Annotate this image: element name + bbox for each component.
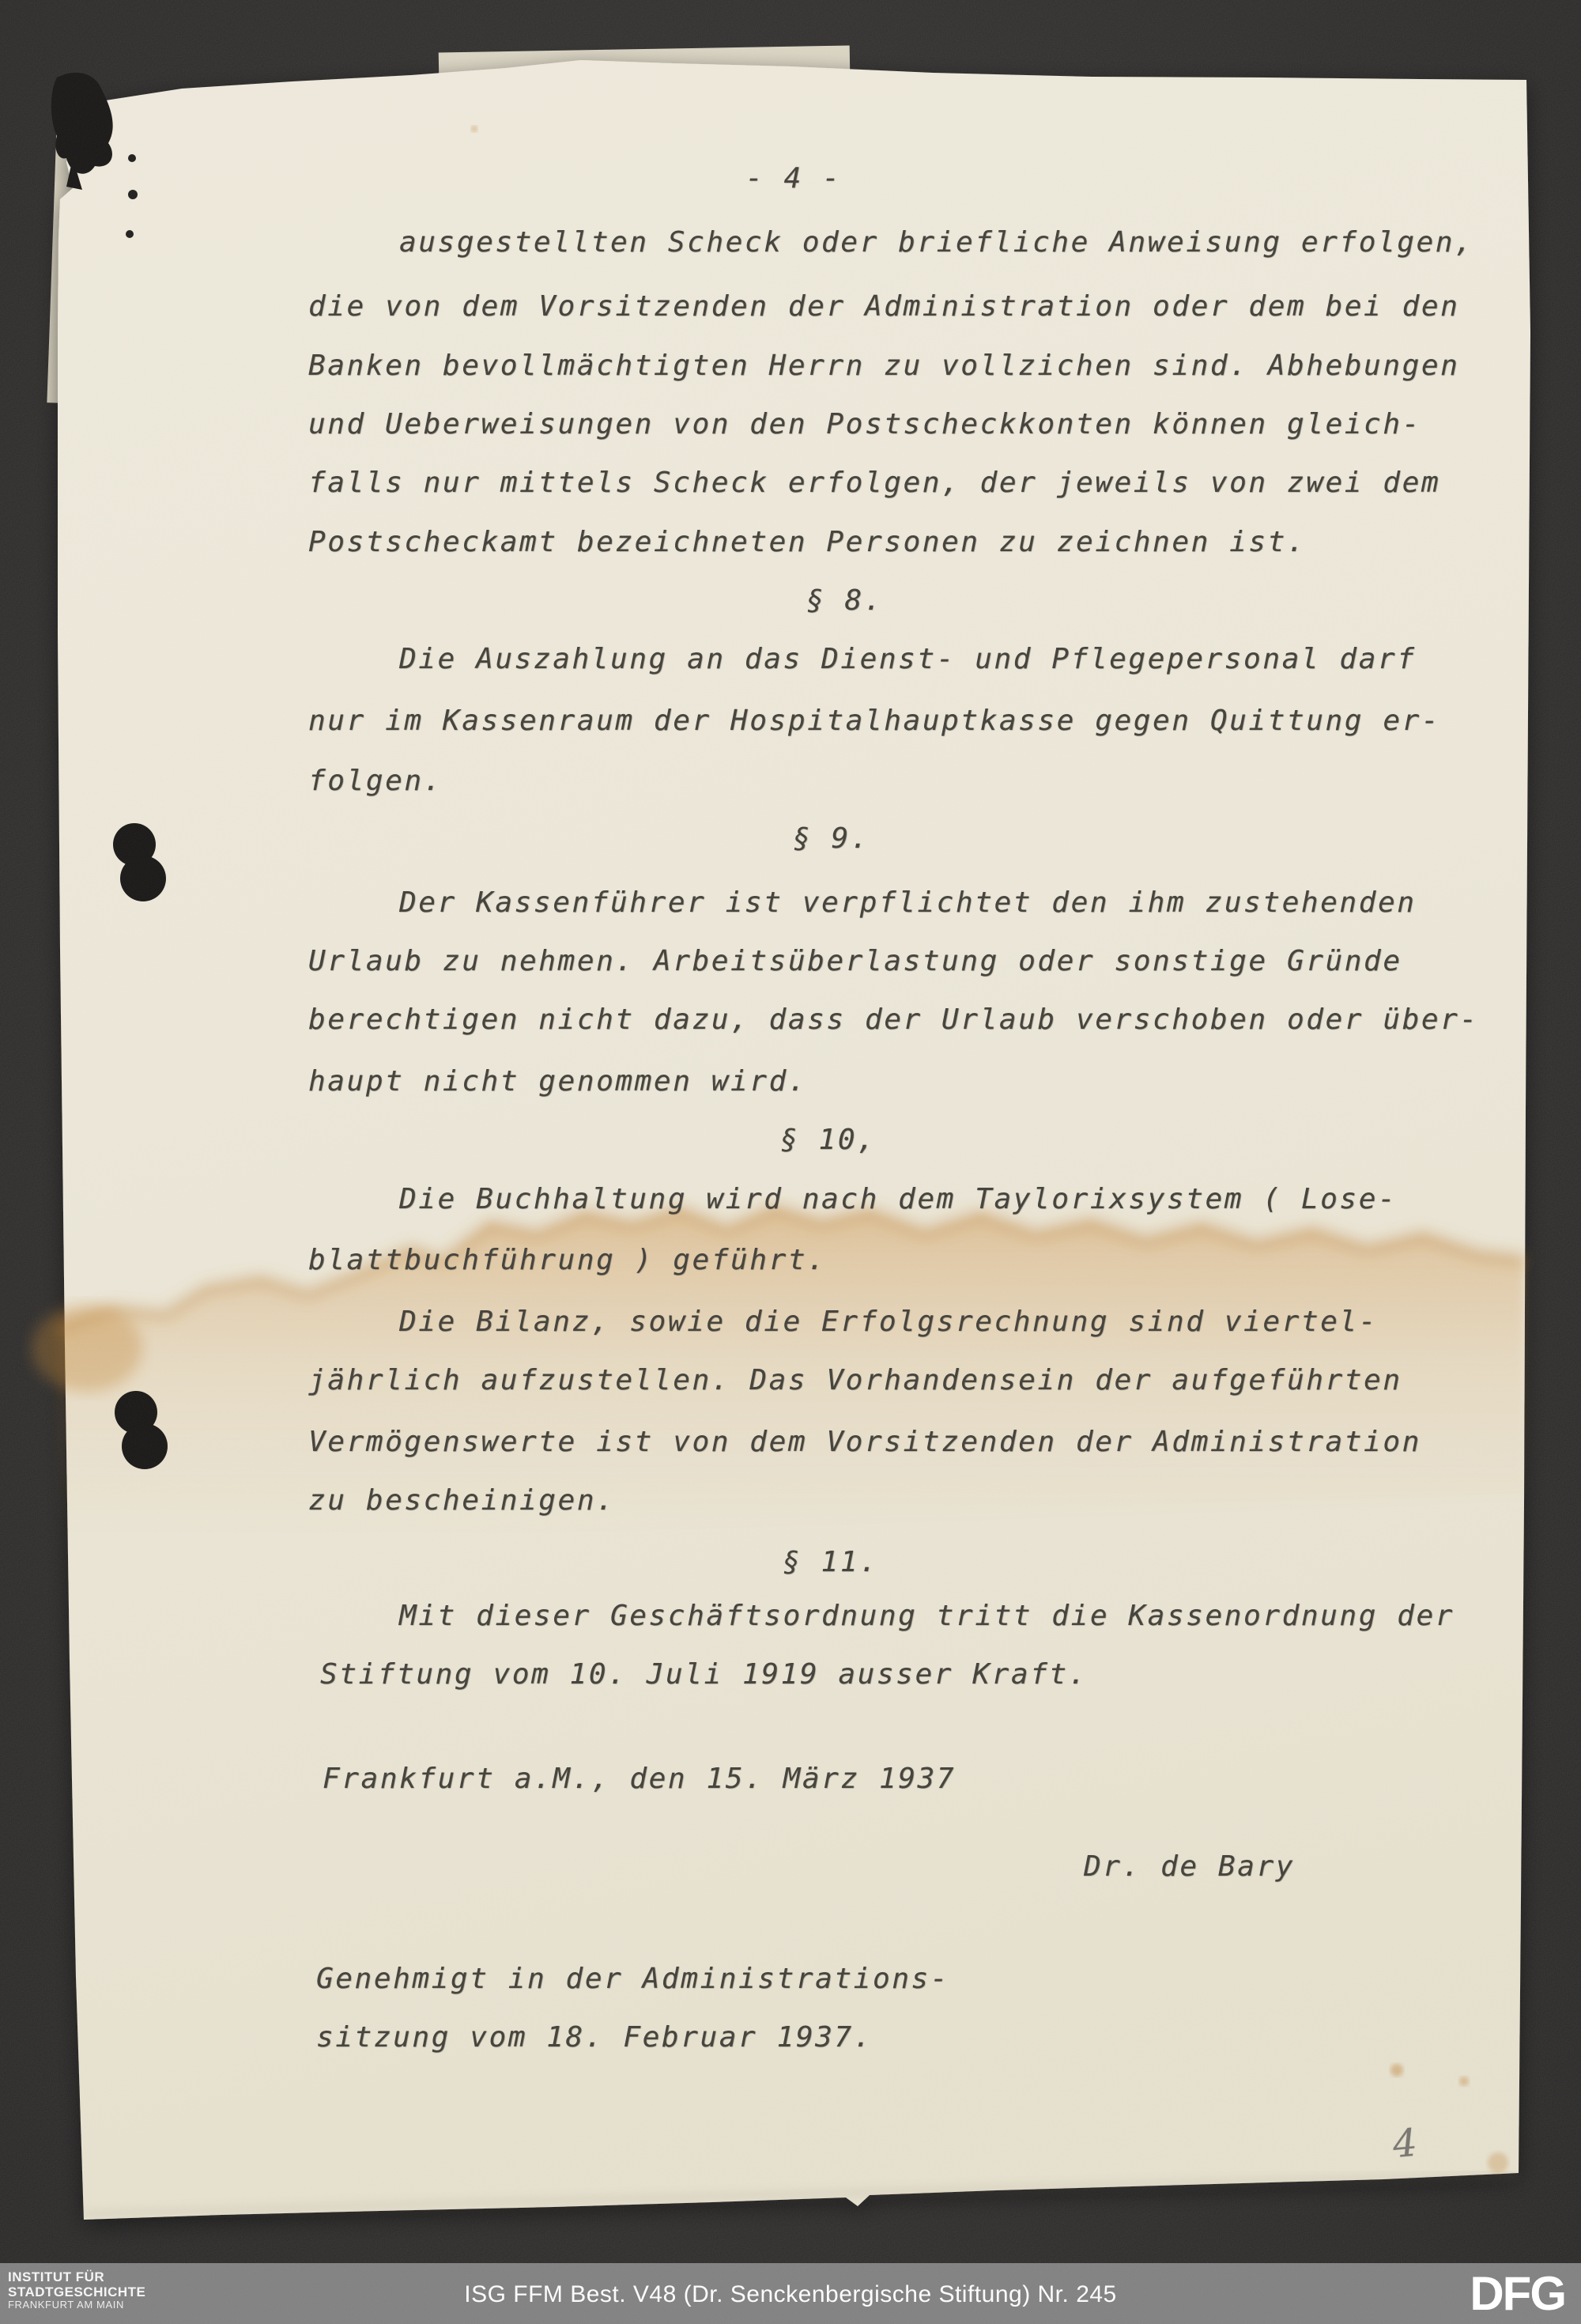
typed-line: sitzung vom 18. Februar 1937. (316, 2021, 873, 2054)
typed-line: Der Kassenführer ist verpflichtet den ihm zustehenden (399, 886, 1417, 919)
typed-line: Mit dieser Geschäftsordnung tritt die Kassenordnung der (399, 1600, 1455, 1632)
typed-line: blattbuchführung ) geführt. (308, 1244, 827, 1276)
typed-line: Genehmigt in der Administrations- (316, 1963, 950, 1995)
signature: Dr. de Bary (1084, 1850, 1296, 1883)
typed-line: Banken bevollmächtigten Herrn zu vollzichen sind. Abhebungen (308, 350, 1460, 382)
typed-line: berechtigen nicht dazu, dass der Urlaub verschoben oder über- (308, 1003, 1479, 1036)
section-mark: § 8. (806, 584, 884, 617)
age-spot (1390, 2064, 1403, 2076)
typed-line: haupt nicht genommen wird. (308, 1065, 808, 1098)
institute-line3: FRANKFURT AM MAIN (8, 2299, 124, 2311)
archive-reference: ISG FFM Best. V48 (Dr. Senckenbergische Stiftung) Nr. 245 (464, 2281, 1117, 2307)
age-spot (1459, 2076, 1469, 2086)
typed-line: nur im Kassenraum der Hospitalhauptkasse gegen Quittung er- (308, 705, 1441, 737)
typed-line: Stiftung vom 10. Juli 1919 ausser Kraft. (320, 1658, 1088, 1691)
page-number-header: - 4 - (745, 162, 842, 195)
typed-line: folgen. (308, 765, 443, 797)
typed-line: Die Buchhaltung wird nach dem Taylorixsystem ( Lose- (399, 1183, 1398, 1215)
typed-line: jährlich aufzustellen. Das Vorhandensein der aufgeführten (308, 1364, 1402, 1396)
typed-line: Vermögenswerte ist von dem Vorsitzenden der Administration (308, 1426, 1421, 1458)
typed-line: ausgestellten Scheck oder briefliche Anweisung erfolgen, (399, 226, 1474, 259)
section-mark: § 10, (780, 1124, 877, 1156)
dateline: Frankfurt a.M., den 15. März 1937 (323, 1763, 957, 1795)
stain-left-patch (32, 1305, 142, 1392)
ink-speck (126, 230, 134, 238)
age-spot (471, 126, 477, 132)
typed-line: Urlaub zu nehmen. Arbeitsüberlastung oder sonstige Gründe (308, 945, 1402, 977)
institute-line2: STADTGESCHICHTE (8, 2284, 146, 2300)
typed-line: Postscheckamt bezeichneten Personen zu zeichnen ist. (308, 526, 1307, 558)
footer-bar (0, 2263, 1581, 2324)
typed-line: Die Auszahlung an das Dienst- und Pflegepersonal darf (399, 643, 1417, 675)
ink-speck (128, 190, 138, 199)
institute-line1: INSTITUT FÜR (8, 2269, 105, 2284)
dfg-logo: DFG (1470, 2267, 1565, 2320)
section-mark: § 11. (783, 1546, 879, 1578)
typed-line: die von dem Vorsitzenden der Administration oder dem bei den (308, 290, 1460, 323)
section-mark: § 9. (793, 822, 870, 855)
typed-line: falls nur mittels Scheck erfolgen, der jeweils von zwei dem (308, 467, 1441, 499)
age-spot (1488, 2152, 1508, 2173)
typed-line: Die Bilanz, sowie die Erfolgsrechnung sind viertel- (399, 1306, 1378, 1338)
typed-line: zu bescheinigen. (308, 1484, 616, 1517)
typed-line: und Ueberweisungen von den Postscheckkonten können gleich- (308, 408, 1421, 440)
pencil-page-number: 4 (1390, 2120, 1419, 2167)
ink-speck (128, 154, 136, 162)
